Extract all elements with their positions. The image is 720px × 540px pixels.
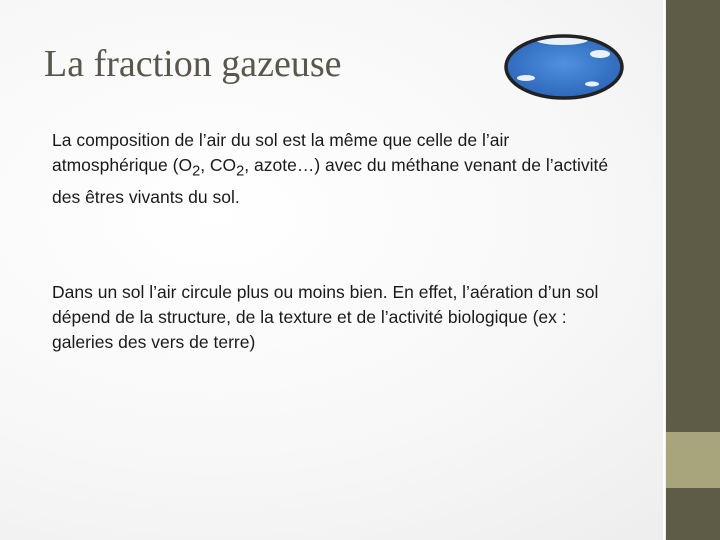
side-bar-accent bbox=[666, 432, 720, 488]
paragraph-composition-part1: La composition de l’air du sol est la même que celle de l’air atmosphérique (O bbox=[52, 130, 510, 175]
subscript-o2: 2 bbox=[192, 163, 201, 180]
subscript-co2: 2 bbox=[236, 163, 245, 180]
paragraph-composition-part3: , azote…) avec du méthane venant de l’activité des êtres vivants du sol. bbox=[52, 155, 609, 207]
paragraph-composition-part2: , CO bbox=[200, 155, 237, 175]
paragraph-aeration: Dans un sol l’air circule plus ou moins bien. En effet, l’aération d’un sol dépend de la structure, de la texture et de l’activité biologique (ex : galeries des vers de terre) bbox=[52, 282, 599, 352]
slide-title: La fraction gazeuse bbox=[44, 43, 342, 85]
side-bar-divider bbox=[663, 0, 665, 540]
paragraph-composition bbox=[52, 128, 622, 210]
sky-oval-image bbox=[502, 32, 626, 102]
